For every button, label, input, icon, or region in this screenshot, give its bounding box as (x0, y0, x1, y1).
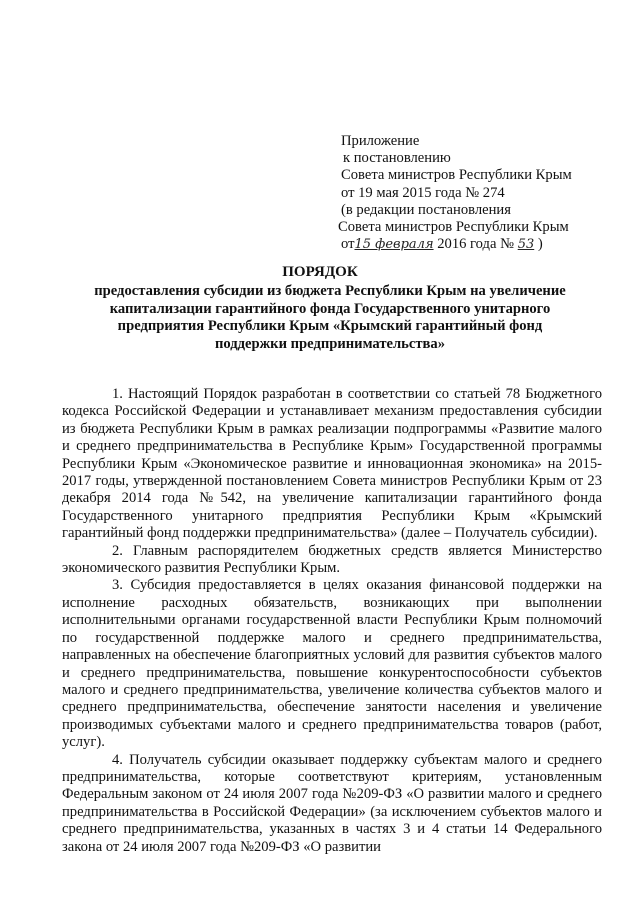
appendix-line: Совета министров Республики Крым (341, 167, 572, 184)
appendix-header (338, 133, 628, 253)
paragraph: 4. Получатель субсидии оказывает поддержку субъектам малого и среднего предпринимательства, которые соответствуют критериям, установленным Федеральным законом от 24 июля 2007 года №209-ФЗ «О развитии малого и среднего предпринимательства в Российской Федерации» (за исключением субъектов малого и среднего предпринимательства, указанных в частях 3 и 4 статьи 14 Федерального закона от 24 июля 2007 года №209-ФЗ «О развитии (62, 751, 602, 855)
document-body (62, 386, 602, 856)
handwritten-date: 15 февраля (354, 237, 434, 253)
document-subtitle: предоставления субсидии из бюджета Республики Крым на увеличение капитализации гарантийного фонда Государственного унитарного предприятия Республики Крым «Крымский гарантийный фонд поддержки предпринимательства» (94, 283, 566, 352)
amendment-date-line (338, 236, 628, 253)
date-prefix: от (341, 236, 355, 253)
appendix-line: Совета министров Республики Крым (338, 219, 569, 236)
date-close: ) (537, 236, 543, 253)
handwritten-number: 53 (517, 237, 535, 253)
date-year: 2016 года № (437, 236, 515, 253)
appendix-line: Приложение (341, 133, 420, 149)
paragraph: 2. Главным распорядителем бюджетных средств является Министерство экономического развития Республики Крым. (62, 542, 602, 577)
paragraph: 1. Настоящий Порядок разработан в соответствии со статьей 78 Бюджетного кодекса Российской Федерации и устанавливает механизм предоставления субсидии из бюджета Республики Крым в рамках реализации подпрограммы «Развитие малого и среднего предпринимательства в Республике Крым» Государственной программы Республики Крым «Экономическое развитие и инновационная экономика» на 2015-2017 годы, утвержденной постановлением Совета министров Республики Крым от 23 декабря 2014 года №542, на увеличение капитализации гарантийного фонда Государственного унитарного предприятия Республики Крым «Крымский гарантийный фонд поддержки предпринимательства» (далее – Получатель субсидии). (62, 386, 602, 542)
appendix-line: (в редакции постановления (341, 201, 511, 218)
appendix-line: от 19 мая 2015 года № 274 (341, 184, 505, 201)
document-title: ПОРЯДОК (282, 264, 358, 280)
appendix-line: к постановлению (343, 150, 451, 167)
paragraph: 3. Субсидия предоставляется в целях оказания финансовой поддержки на исполнение расходных обязательств, возникающих при выполнении исполнительными органами государственной власти Республики Крым полномочий по государственной поддержке малого и среднего предпринимательства, направленных на обеспечение благоприятных условий для развития субъектов малого и среднего предпринимательства, повышение конкурентоспособности субъектов малого и среднего предпринимательства, увеличение количества субъектов малого и среднего предпринимательства, обеспечение занятости населения и увеличение производимых субъектами малого и среднего предпринимательства товаров (работ, услуг). (62, 577, 602, 751)
